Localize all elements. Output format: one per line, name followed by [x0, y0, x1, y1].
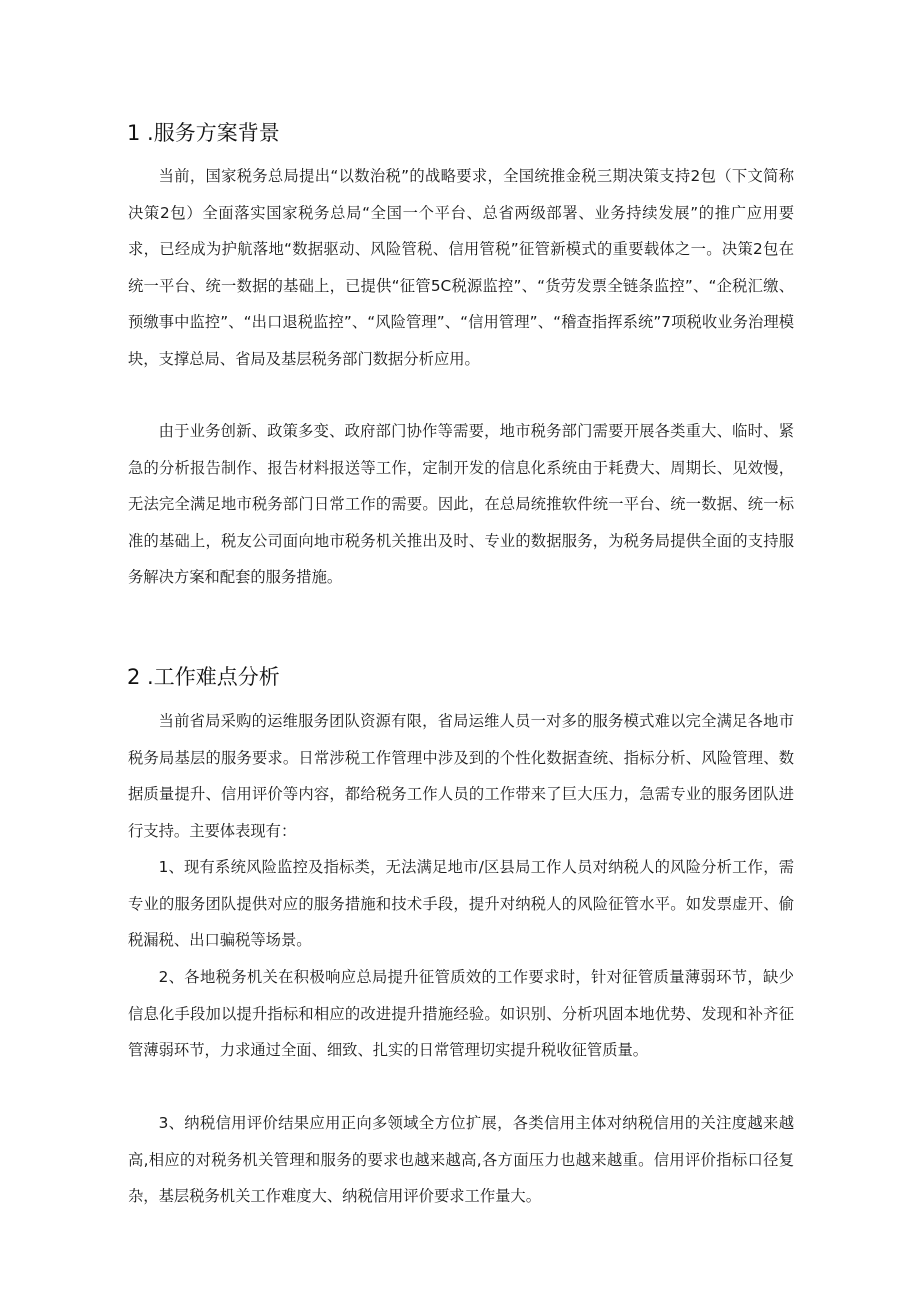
section-2-title: 2 .工作难点分析: [127, 665, 280, 689]
section-2-paragraph-4: 3、纳税信用评价结果应用正向多领域全方位扩展，各类信用主体对纳税信用的关注度越来越高,相应的对税务机关管理和服务的要求也越来越高,各方面压力也越来越重。信用评价指标口径复杂，基层税务机关工作难度大、纳税信用评价要求工作量大。: [128, 1114, 794, 1206]
section-1-paragraph-1: 当前，国家税务总局提出“以数治税”的战略要求，全国统推金税三期决策支持2包（下文简称决策2包）全面落实国家税务总局“全国一个平台、总省两级部署、业务持续发展”的推广应用要求，已经成为护航落地“数据驱动、风险管税、信用管税”征管新模式的重要载体之一。决策2包在统一平台、统一数据的基础上，已提供“征管5C税源监控”、“货劳发票全链条监控”、“企税汇缴、预缴事中监控”、“出口退税监控”、“风险管理”、“信用管理”、“稽查指挥系统”7项税收业务治理模块，支撑总局、省局及基层税务部门数据分析应用。: [128, 167, 794, 368]
section-2-paragraph-3: 2、各地税务机关在积极响应总局提升征管质效的工作要求时，针对征管质量薄弱环节，缺少信息化手段加以提升指标和相应的改进提升措施经验。如识别、分析巩固本地优势、发现和补齐征管薄弱环节，力求通过全面、细致、扎实的日常管理切实提升税收征管质量。: [128, 968, 794, 1060]
section-2-paragraph-2: 1、现有系统风险监控及指标类，无法满足地市/区县局工作人员对纳税人的风险分析工作，需专业的服务团队提供对应的服务措施和技术手段，提升对纳税人的风险征管水平。如发票虚开、偷税漏税、出口骗税等场景。: [128, 858, 794, 950]
section-2-paragraph-1: 当前省局采购的运维服务团队资源有限，省局运维人员一对多的服务模式难以完全满足各地市税务局基层的服务要求。日常涉税工作管理中涉及到的个性化数据查统、指标分析、风险管理、数据质量提升、信用评价等内容，都给税务工作人员的工作带来了巨大压力，急需专业的服务团队进行支持。主要体表现有：: [128, 712, 794, 840]
section-1-paragraph-2: 由于业务创新、政策多变、政府部门协作等需要，地市税务部门需要开展各类重大、临时、紧急的分析报告制作、报告材料报送等工作，定制开发的信息化系统由于耗费大、周期长、见效慢，无法完全满足地市税务部门日常工作的需要。因此，在总局统推软件统一平台、统一数据、统一标准的基础上，税友公司面向地市税务机关推出及时、专业的数据服务，为税务局提供全面的支持服务解决方案和配套的服务措施。: [128, 422, 794, 587]
section-1-title: 1 .服务方案背景: [127, 121, 280, 145]
